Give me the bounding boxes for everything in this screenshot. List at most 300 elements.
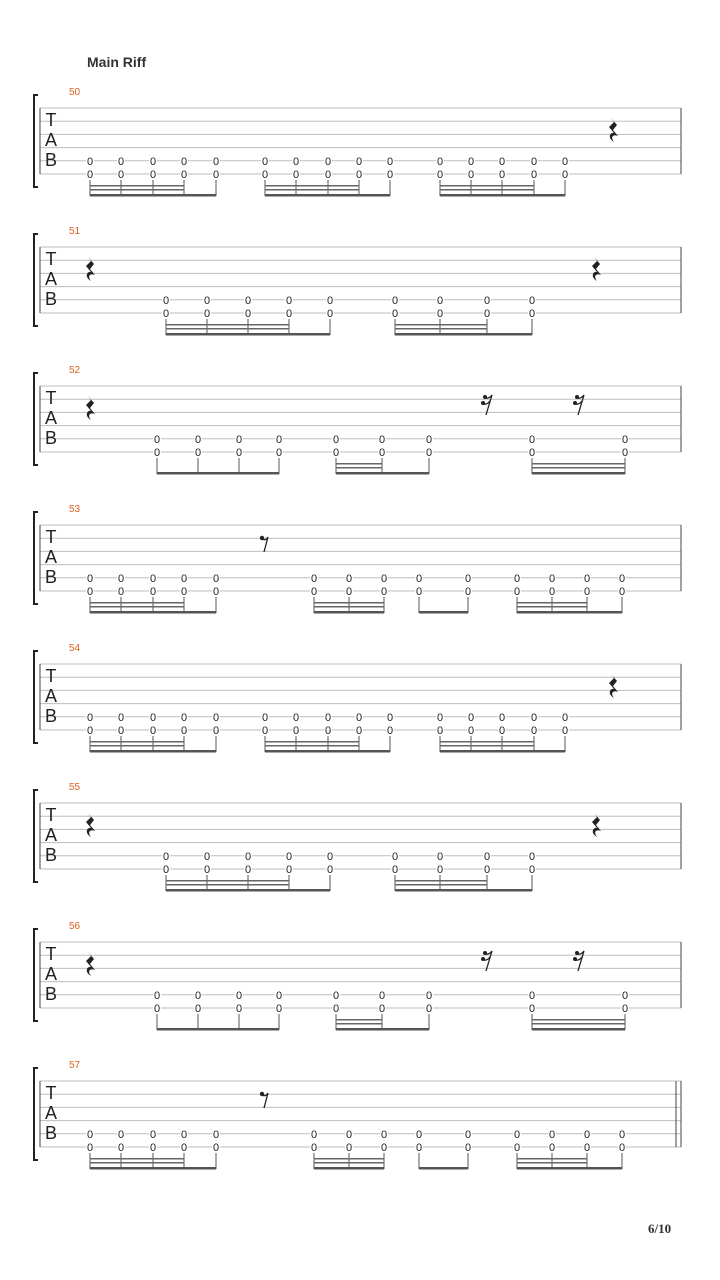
fret-number: 0 xyxy=(212,711,220,724)
fret-number: 0 xyxy=(292,169,300,181)
tab-letter-a: A xyxy=(44,964,58,984)
fret-number: 0 xyxy=(528,850,536,863)
fret-number: 0 xyxy=(378,447,386,459)
fret-number: 0 xyxy=(235,1003,243,1015)
fret-number: 0 xyxy=(378,989,386,1002)
beam xyxy=(265,750,390,753)
beam-tertiary xyxy=(517,602,587,604)
beam-secondary xyxy=(532,467,625,469)
fret-number: 0 xyxy=(483,864,491,876)
beam xyxy=(166,333,330,336)
fret-number: 0 xyxy=(324,155,332,168)
fret-number: 0 xyxy=(285,294,293,307)
fret-number: 0 xyxy=(86,155,94,168)
fret-number: 0 xyxy=(180,586,188,598)
fret-number: 0 xyxy=(436,308,444,320)
fret-number: 0 xyxy=(203,308,211,320)
fret-number: 0 xyxy=(285,308,293,320)
fret-number: 0 xyxy=(86,169,94,181)
fret-number: 0 xyxy=(117,586,125,598)
fret-number: 0 xyxy=(194,989,202,1002)
beam-secondary xyxy=(395,884,487,886)
fret-number: 0 xyxy=(310,1128,318,1141)
beam xyxy=(265,194,390,197)
fret-number: 0 xyxy=(380,1142,388,1154)
fret-number: 0 xyxy=(528,308,536,320)
fret-number: 0 xyxy=(324,169,332,181)
beam-tertiary xyxy=(532,1019,625,1021)
fret-number: 0 xyxy=(261,169,269,181)
page-number: 6/10 xyxy=(648,1221,672,1236)
fret-number: 0 xyxy=(498,711,506,724)
tab-letter-t: T xyxy=(45,1083,57,1103)
tab-letter-b: B xyxy=(44,567,58,587)
fret-number: 0 xyxy=(275,989,283,1002)
fret-number: 0 xyxy=(149,155,157,168)
fret-number: 0 xyxy=(292,155,300,168)
fret-number: 0 xyxy=(149,572,157,585)
fret-number: 0 xyxy=(528,447,536,459)
beam-tertiary xyxy=(336,1019,382,1021)
fret-number: 0 xyxy=(467,155,475,168)
tab-letter-b: B xyxy=(44,150,58,170)
beam-tertiary xyxy=(166,324,289,326)
fret-number: 0 xyxy=(530,711,538,724)
fret-number: 0 xyxy=(86,711,94,724)
beam-tertiary xyxy=(314,602,384,604)
fret-number: 0 xyxy=(483,850,491,863)
fret-number: 0 xyxy=(153,433,161,446)
beam xyxy=(336,472,429,475)
fret-number: 0 xyxy=(548,1128,556,1141)
fret-number: 0 xyxy=(436,169,444,181)
tab-letter-a: A xyxy=(44,408,58,428)
fret-number: 0 xyxy=(498,725,506,737)
fret-number: 0 xyxy=(436,725,444,737)
tab-letter-a: A xyxy=(44,547,58,567)
fret-number: 0 xyxy=(86,572,94,585)
fret-number: 0 xyxy=(212,155,220,168)
fret-number: 0 xyxy=(483,294,491,307)
fret-number: 0 xyxy=(436,850,444,863)
fret-number: 0 xyxy=(464,586,472,598)
fret-number: 0 xyxy=(618,1142,626,1154)
tab-letter-t: T xyxy=(45,666,57,686)
fret-number: 0 xyxy=(162,308,170,320)
fret-number: 0 xyxy=(153,1003,161,1015)
beam-secondary xyxy=(517,1162,587,1164)
system-bracket xyxy=(34,234,38,326)
beam-secondary xyxy=(314,606,384,608)
system-bracket xyxy=(34,95,38,187)
fret-number: 0 xyxy=(292,725,300,737)
fret-number: 0 xyxy=(436,294,444,307)
fret-number: 0 xyxy=(386,725,394,737)
fret-number: 0 xyxy=(513,1142,521,1154)
tab-letter-a: A xyxy=(44,686,58,706)
tab-system xyxy=(34,1060,681,1170)
fret-number: 0 xyxy=(149,586,157,598)
fret-number: 0 xyxy=(621,447,629,459)
fret-number: 0 xyxy=(203,294,211,307)
fret-number: 0 xyxy=(528,1003,536,1015)
beam xyxy=(440,750,565,753)
fret-number: 0 xyxy=(355,169,363,181)
beam-secondary xyxy=(90,745,184,747)
fret-number: 0 xyxy=(391,294,399,307)
fret-number: 0 xyxy=(498,169,506,181)
tab-letter-t: T xyxy=(45,805,57,825)
fret-number: 0 xyxy=(212,572,220,585)
fret-number: 0 xyxy=(561,725,569,737)
eighth-rest-stem xyxy=(262,537,268,552)
beam-tertiary xyxy=(90,1158,184,1160)
beam-secondary xyxy=(90,1162,184,1164)
fret-number: 0 xyxy=(203,864,211,876)
fret-number: 0 xyxy=(425,433,433,446)
fret-number: 0 xyxy=(561,711,569,724)
fret-number: 0 xyxy=(162,294,170,307)
fret-number: 0 xyxy=(415,586,423,598)
fret-number: 0 xyxy=(386,169,394,181)
fret-number: 0 xyxy=(180,725,188,737)
fret-number: 0 xyxy=(310,572,318,585)
fret-number: 0 xyxy=(86,725,94,737)
beam-tertiary xyxy=(395,324,487,326)
fret-number: 0 xyxy=(180,711,188,724)
fret-number: 0 xyxy=(345,1142,353,1154)
beam-tertiary xyxy=(517,1158,587,1160)
fret-number: 0 xyxy=(324,725,332,737)
fret-number: 0 xyxy=(244,308,252,320)
fret-number: 0 xyxy=(149,725,157,737)
tab-letter-t: T xyxy=(45,527,57,547)
fret-number: 0 xyxy=(386,711,394,724)
fret-number: 0 xyxy=(153,447,161,459)
tab-letter-a: A xyxy=(44,825,58,845)
fret-number: 0 xyxy=(513,572,521,585)
fret-number: 0 xyxy=(415,572,423,585)
fret-number: 0 xyxy=(292,711,300,724)
section-title: Main Riff xyxy=(87,54,147,70)
fret-number: 0 xyxy=(436,711,444,724)
fret-number: 0 xyxy=(530,155,538,168)
beam-secondary xyxy=(265,745,359,747)
measure-number: 56 xyxy=(69,921,81,932)
fret-number: 0 xyxy=(275,1003,283,1015)
beam-tertiary xyxy=(440,185,534,187)
fret-number: 0 xyxy=(180,169,188,181)
fret-number: 0 xyxy=(528,864,536,876)
fret-number: 0 xyxy=(332,433,340,446)
fret-number: 0 xyxy=(117,1142,125,1154)
beam-secondary xyxy=(166,884,289,886)
system-bracket xyxy=(34,373,38,465)
fret-number: 0 xyxy=(324,711,332,724)
beam-tertiary xyxy=(314,1158,384,1160)
fret-number: 0 xyxy=(355,155,363,168)
fret-number: 0 xyxy=(310,1142,318,1154)
beam xyxy=(532,472,625,475)
fret-number: 0 xyxy=(162,850,170,863)
fret-number: 0 xyxy=(467,169,475,181)
fret-number: 0 xyxy=(528,433,536,446)
fret-number: 0 xyxy=(415,1128,423,1141)
fret-number: 0 xyxy=(530,169,538,181)
fret-number: 0 xyxy=(528,294,536,307)
beam xyxy=(90,1167,216,1170)
fret-number: 0 xyxy=(436,864,444,876)
measure-number: 57 xyxy=(69,1060,81,1071)
tab-letter-t: T xyxy=(45,249,57,269)
fret-number: 0 xyxy=(194,447,202,459)
fret-number: 0 xyxy=(149,1142,157,1154)
system-bracket xyxy=(34,929,38,1021)
beam-tertiary xyxy=(265,185,359,187)
tab-system xyxy=(34,87,681,197)
tab-letter-a: A xyxy=(44,1103,58,1123)
fret-number: 0 xyxy=(425,1003,433,1015)
beam-secondary xyxy=(336,467,382,469)
beam xyxy=(157,472,279,475)
fret-number: 0 xyxy=(513,1128,521,1141)
fret-number: 0 xyxy=(149,1128,157,1141)
tab-system xyxy=(34,643,681,753)
tab-system xyxy=(34,782,681,892)
fret-number: 0 xyxy=(618,586,626,598)
fret-number: 0 xyxy=(415,1142,423,1154)
fret-number: 0 xyxy=(530,725,538,737)
system-bracket xyxy=(34,790,38,882)
fret-number: 0 xyxy=(467,725,475,737)
fret-number: 0 xyxy=(391,308,399,320)
measure-number: 51 xyxy=(69,226,81,237)
beam-secondary xyxy=(336,1023,382,1025)
fret-number: 0 xyxy=(583,1128,591,1141)
beam xyxy=(336,1028,429,1031)
fret-number: 0 xyxy=(212,169,220,181)
fret-number: 0 xyxy=(326,850,334,863)
fret-number: 0 xyxy=(391,850,399,863)
fret-number: 0 xyxy=(583,572,591,585)
fret-number: 0 xyxy=(261,725,269,737)
beam-secondary xyxy=(166,328,289,330)
beam-secondary xyxy=(517,606,587,608)
fret-number: 0 xyxy=(244,294,252,307)
tab-system xyxy=(34,365,681,475)
fret-number: 0 xyxy=(203,850,211,863)
fret-number: 0 xyxy=(548,1142,556,1154)
beam-secondary xyxy=(314,1162,384,1164)
fret-number: 0 xyxy=(180,572,188,585)
fret-number: 0 xyxy=(180,1128,188,1141)
fret-number: 0 xyxy=(86,1128,94,1141)
beam xyxy=(517,611,622,614)
fret-number: 0 xyxy=(285,850,293,863)
beam xyxy=(314,611,384,614)
measure-number: 54 xyxy=(69,643,81,654)
fret-number: 0 xyxy=(117,725,125,737)
fret-number: 0 xyxy=(86,586,94,598)
tab-letter-b: B xyxy=(44,428,58,448)
fret-number: 0 xyxy=(380,586,388,598)
tab-letter-b: B xyxy=(44,984,58,1004)
fret-number: 0 xyxy=(153,989,161,1002)
beam-tertiary xyxy=(532,463,625,465)
fret-number: 0 xyxy=(235,433,243,446)
beam xyxy=(532,1028,625,1031)
tab-system xyxy=(34,504,681,614)
fret-number: 0 xyxy=(332,447,340,459)
fret-number: 0 xyxy=(513,586,521,598)
tab-letter-b: B xyxy=(44,289,58,309)
fret-number: 0 xyxy=(235,447,243,459)
system-bracket xyxy=(34,512,38,604)
beam xyxy=(90,194,216,197)
fret-number: 0 xyxy=(149,711,157,724)
fret-number: 0 xyxy=(425,447,433,459)
fret-number: 0 xyxy=(310,586,318,598)
beam xyxy=(419,1167,468,1170)
fret-number: 0 xyxy=(380,1128,388,1141)
beam xyxy=(166,889,330,892)
measure-number: 53 xyxy=(69,504,81,515)
fret-number: 0 xyxy=(235,989,243,1002)
fret-number: 0 xyxy=(275,433,283,446)
fret-number: 0 xyxy=(117,572,125,585)
beam xyxy=(440,194,565,197)
fret-number: 0 xyxy=(621,433,629,446)
fret-number: 0 xyxy=(621,989,629,1002)
fret-number: 0 xyxy=(380,572,388,585)
fret-number: 0 xyxy=(548,586,556,598)
beam xyxy=(419,611,468,614)
system-bracket xyxy=(34,1068,38,1160)
fret-number: 0 xyxy=(436,155,444,168)
fret-number: 0 xyxy=(117,169,125,181)
beam-tertiary xyxy=(440,741,534,743)
fret-number: 0 xyxy=(212,1128,220,1141)
fret-number: 0 xyxy=(548,572,556,585)
beam-tertiary xyxy=(90,602,184,604)
fret-number: 0 xyxy=(162,864,170,876)
beam xyxy=(395,889,532,892)
fret-number: 0 xyxy=(194,433,202,446)
fret-number: 0 xyxy=(345,572,353,585)
fret-number: 0 xyxy=(464,1128,472,1141)
fret-number: 0 xyxy=(117,155,125,168)
measure-number: 55 xyxy=(69,782,81,793)
beam xyxy=(90,750,216,753)
system-bracket xyxy=(34,651,38,743)
fret-number: 0 xyxy=(212,725,220,737)
fret-number: 0 xyxy=(117,711,125,724)
tab-letter-t: T xyxy=(45,110,57,130)
beam-tertiary xyxy=(166,880,289,882)
fret-number: 0 xyxy=(391,864,399,876)
fret-number: 0 xyxy=(244,850,252,863)
tab-letter-a: A xyxy=(44,130,58,150)
beam xyxy=(157,1028,279,1031)
fret-number: 0 xyxy=(561,155,569,168)
fret-number: 0 xyxy=(425,989,433,1002)
fret-number: 0 xyxy=(467,711,475,724)
fret-number: 0 xyxy=(332,989,340,1002)
beam-secondary xyxy=(440,745,534,747)
fret-number: 0 xyxy=(326,294,334,307)
fret-number: 0 xyxy=(355,711,363,724)
fret-number: 0 xyxy=(345,586,353,598)
beam-tertiary xyxy=(336,463,382,465)
fret-number: 0 xyxy=(528,989,536,1002)
fret-number: 0 xyxy=(212,586,220,598)
fret-number: 0 xyxy=(326,308,334,320)
fret-number: 0 xyxy=(332,1003,340,1015)
beam xyxy=(395,333,532,336)
beam-secondary xyxy=(90,189,184,191)
measure-number: 50 xyxy=(69,87,81,98)
tab-system xyxy=(34,226,681,336)
beam-tertiary xyxy=(395,880,487,882)
beam xyxy=(517,1167,622,1170)
fret-number: 0 xyxy=(618,1128,626,1141)
fret-number: 0 xyxy=(618,572,626,585)
beam-secondary xyxy=(440,189,534,191)
beam-secondary xyxy=(265,189,359,191)
fret-number: 0 xyxy=(345,1128,353,1141)
tab-letter-t: T xyxy=(45,388,57,408)
beam xyxy=(314,1167,384,1170)
beam-tertiary xyxy=(265,741,359,743)
tab-letter-t: T xyxy=(45,944,57,964)
fret-number: 0 xyxy=(464,1142,472,1154)
fret-number: 0 xyxy=(86,1142,94,1154)
fret-number: 0 xyxy=(285,864,293,876)
fret-number: 0 xyxy=(194,1003,202,1015)
fret-number: 0 xyxy=(378,433,386,446)
fret-number: 0 xyxy=(180,155,188,168)
eighth-rest-stem xyxy=(262,1093,268,1108)
beam-secondary xyxy=(395,328,487,330)
fret-number: 0 xyxy=(483,308,491,320)
fret-number: 0 xyxy=(261,155,269,168)
fret-number: 0 xyxy=(180,1142,188,1154)
beam xyxy=(90,611,216,614)
tab-letter-b: B xyxy=(44,1123,58,1143)
fret-number: 0 xyxy=(498,155,506,168)
fret-number: 0 xyxy=(386,155,394,168)
tab-letter-b: B xyxy=(44,706,58,726)
fret-number: 0 xyxy=(149,169,157,181)
fret-number: 0 xyxy=(275,447,283,459)
fret-number: 0 xyxy=(261,711,269,724)
tab-system xyxy=(34,921,681,1031)
fret-number: 0 xyxy=(326,864,334,876)
tab-letter-a: A xyxy=(44,269,58,289)
beam-tertiary xyxy=(90,741,184,743)
fret-number: 0 xyxy=(583,586,591,598)
fret-number: 0 xyxy=(464,572,472,585)
fret-number: 0 xyxy=(355,725,363,737)
beam-tertiary xyxy=(90,185,184,187)
fret-number: 0 xyxy=(378,1003,386,1015)
fret-number: 0 xyxy=(561,169,569,181)
fret-number: 0 xyxy=(583,1142,591,1154)
fret-number: 0 xyxy=(621,1003,629,1015)
fret-number: 0 xyxy=(244,864,252,876)
measure-number: 52 xyxy=(69,365,81,376)
fret-number: 0 xyxy=(212,1142,220,1154)
